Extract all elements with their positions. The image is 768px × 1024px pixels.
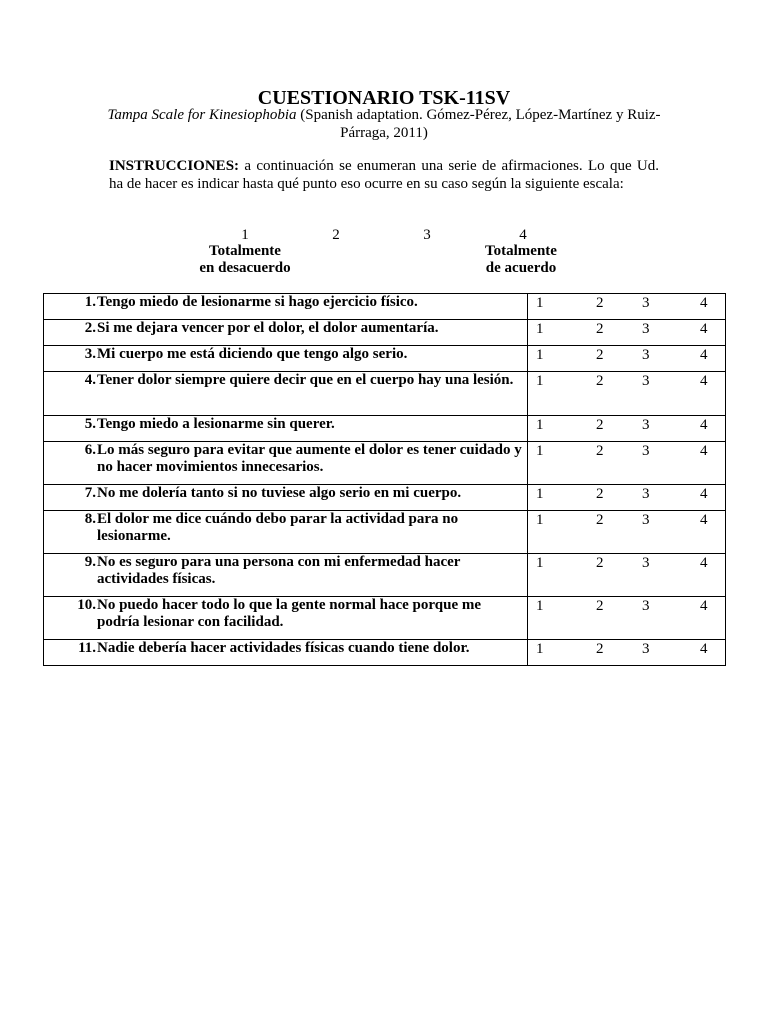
table-row — [44, 416, 726, 442]
subtitle-citation: (Spanish adaptation. Gómez-Pérez, López-Martínez y Ruiz-Párraga, 2011) — [296, 107, 661, 141]
item-number: 5. — [84, 416, 96, 432]
scale-number-1: 1 — [241, 227, 249, 243]
item-number: 9. — [84, 554, 96, 570]
statement — [44, 372, 527, 389]
item-number: 7. — [84, 485, 96, 501]
response-options-cell — [527, 511, 725, 554]
response-option-1[interactable]: 1 — [535, 512, 544, 528]
scale-low-label-line2: en desacuerdo — [199, 260, 291, 276]
item-number: 6. — [84, 442, 96, 458]
item-text: Lo más seguro para evitar que aumente el dolor es tener cuidado y no hacer movimientos innecesarios. — [97, 442, 522, 475]
response-option-2[interactable]: 2 — [595, 417, 604, 433]
table-row — [44, 294, 726, 320]
response-option-1[interactable]: 1 — [535, 443, 544, 459]
item-text: No es seguro para una persona con mi enfermedad hacer actividades físicas. — [97, 554, 461, 587]
response-options-cell — [527, 554, 725, 597]
response-option-3[interactable]: 3 — [641, 443, 650, 459]
item-text: Tengo miedo a lesionarme sin querer. — [97, 416, 335, 432]
statement-cell — [44, 372, 528, 416]
table-row — [44, 442, 726, 485]
table-row — [44, 346, 726, 372]
statement — [44, 511, 527, 545]
table-row — [44, 485, 726, 511]
response-option-2[interactable]: 2 — [595, 373, 604, 389]
scale-high-label-line2: de acuerdo — [485, 260, 557, 276]
response-option-4[interactable]: 4 — [699, 486, 708, 502]
response-option-2[interactable]: 2 — [595, 486, 604, 502]
response-option-1[interactable]: 1 — [535, 373, 544, 389]
statement — [44, 346, 527, 363]
table-row — [44, 372, 726, 416]
table-row — [44, 597, 726, 640]
item-number: 3. — [84, 346, 96, 362]
response-option-4[interactable]: 4 — [699, 598, 708, 614]
statement — [44, 554, 527, 588]
statement — [44, 640, 527, 657]
statement-cell — [44, 640, 528, 666]
response-option-1[interactable]: 1 — [535, 417, 544, 433]
response-option-4[interactable]: 4 — [699, 373, 708, 389]
response-option-2[interactable]: 2 — [595, 598, 604, 614]
item-text: No puedo hacer todo lo que la gente normal hace porque me podría lesionar con facilidad. — [97, 597, 482, 630]
statement-cell — [44, 346, 528, 372]
statement — [44, 442, 527, 476]
item-text: Mi cuerpo me está diciendo que tengo algo serio. — [97, 346, 408, 362]
scale-high-label-line1: Totalmente — [485, 243, 557, 259]
response-option-3[interactable]: 3 — [641, 641, 650, 657]
statement-cell — [44, 511, 528, 554]
response-option-3[interactable]: 3 — [641, 555, 650, 571]
instructions — [109, 157, 659, 193]
item-number: 11. — [78, 640, 96, 656]
response-option-2[interactable]: 2 — [595, 347, 604, 363]
response-options-cell — [527, 320, 725, 346]
table-row — [44, 320, 726, 346]
response-option-3[interactable]: 3 — [641, 486, 650, 502]
response-option-2[interactable]: 2 — [595, 443, 604, 459]
response-option-1[interactable]: 1 — [535, 598, 544, 614]
item-text: Si me dejara vencer por el dolor, el dolor aumentaría. — [97, 320, 439, 336]
statement-cell — [44, 485, 528, 511]
response-option-2[interactable]: 2 — [595, 555, 604, 571]
response-option-1[interactable]: 1 — [535, 347, 544, 363]
statement-cell — [44, 597, 528, 640]
response-option-3[interactable]: 3 — [641, 373, 650, 389]
response-option-4[interactable]: 4 — [699, 641, 708, 657]
table-row — [44, 554, 726, 597]
response-options-cell — [527, 640, 725, 666]
response-option-1[interactable]: 1 — [535, 321, 544, 337]
item-number: 4. — [84, 372, 96, 388]
page-title: CUESTIONARIO TSK-11SV — [257, 87, 511, 109]
statement-cell — [44, 554, 528, 597]
response-option-3[interactable]: 3 — [641, 295, 650, 311]
response-option-4[interactable]: 4 — [699, 321, 708, 337]
response-options-cell — [527, 442, 725, 485]
subtitle-scale-name: Tampa Scale for Kinesiophobia — [107, 107, 297, 123]
item-text: Tengo miedo de lesionarme si hago ejercicio físico. — [97, 294, 418, 310]
scale-high-label — [451, 243, 591, 277]
scale-low-label-line1: Totalmente — [209, 243, 281, 259]
statement-cell — [44, 442, 528, 485]
item-text: Nadie debería hacer actividades físicas cuando tiene dolor. — [97, 640, 470, 656]
response-option-3[interactable]: 3 — [641, 321, 650, 337]
response-option-1[interactable]: 1 — [535, 641, 544, 657]
response-option-4[interactable]: 4 — [699, 347, 708, 363]
questionnaire-table — [43, 293, 726, 666]
response-option-4[interactable]: 4 — [699, 295, 708, 311]
item-number: 8. — [84, 511, 96, 527]
item-text: No me dolería tanto si no tuviese algo serio en mi cuerpo. — [97, 485, 462, 501]
response-option-4[interactable]: 4 — [699, 555, 708, 571]
response-option-4[interactable]: 4 — [699, 417, 708, 433]
scale-number-2: 2 — [332, 227, 340, 243]
response-option-2[interactable]: 2 — [595, 512, 604, 528]
response-option-1[interactable]: 1 — [535, 555, 544, 571]
response-option-3[interactable]: 3 — [641, 512, 650, 528]
statement — [44, 416, 527, 433]
response-option-2[interactable]: 2 — [595, 321, 604, 337]
response-options-cell — [527, 485, 725, 511]
response-option-3[interactable]: 3 — [641, 347, 650, 363]
scale-low-label — [175, 243, 315, 277]
statement — [44, 294, 527, 311]
response-option-1[interactable]: 1 — [535, 486, 544, 502]
questionnaire-body — [44, 294, 726, 666]
response-option-2[interactable]: 2 — [595, 295, 604, 311]
scale-number-3: 3 — [423, 227, 431, 243]
subtitle — [100, 106, 668, 142]
response-option-4[interactable]: 4 — [699, 512, 708, 528]
response-options-cell — [527, 597, 725, 640]
response-option-3[interactable]: 3 — [641, 417, 650, 433]
statement-cell — [44, 320, 528, 346]
response-options-cell — [527, 372, 725, 416]
statement — [44, 597, 527, 631]
item-number: 1. — [84, 294, 96, 310]
instructions-lead: INSTRUCCIONES: — [109, 158, 240, 174]
statement-cell — [44, 416, 528, 442]
instructions-text: a continuación se enumeran una serie de afirmaciones. Lo que Ud. ha de hacer es indicar hasta qué punto eso ocurre en su caso según la siguiente escala: — [109, 158, 659, 192]
response-option-3[interactable]: 3 — [641, 598, 650, 614]
item-number: 2. — [84, 320, 96, 336]
response-option-2[interactable]: 2 — [595, 641, 604, 657]
item-text: El dolor me dice cuándo debo parar la actividad para no lesionarme. — [97, 511, 459, 544]
scale-number-4: 4 — [519, 227, 527, 243]
statement-cell — [44, 294, 528, 320]
statement — [44, 320, 527, 337]
response-options-cell — [527, 416, 725, 442]
response-options-cell — [527, 346, 725, 372]
item-number: 10. — [77, 597, 96, 613]
response-option-1[interactable]: 1 — [535, 295, 544, 311]
item-text: Tener dolor siempre quiere decir que en el cuerpo hay una lesión. — [97, 372, 514, 388]
statement — [44, 485, 527, 502]
response-options-cell — [527, 294, 725, 320]
table-row — [44, 511, 726, 554]
response-option-4[interactable]: 4 — [699, 443, 708, 459]
table-row — [44, 640, 726, 666]
